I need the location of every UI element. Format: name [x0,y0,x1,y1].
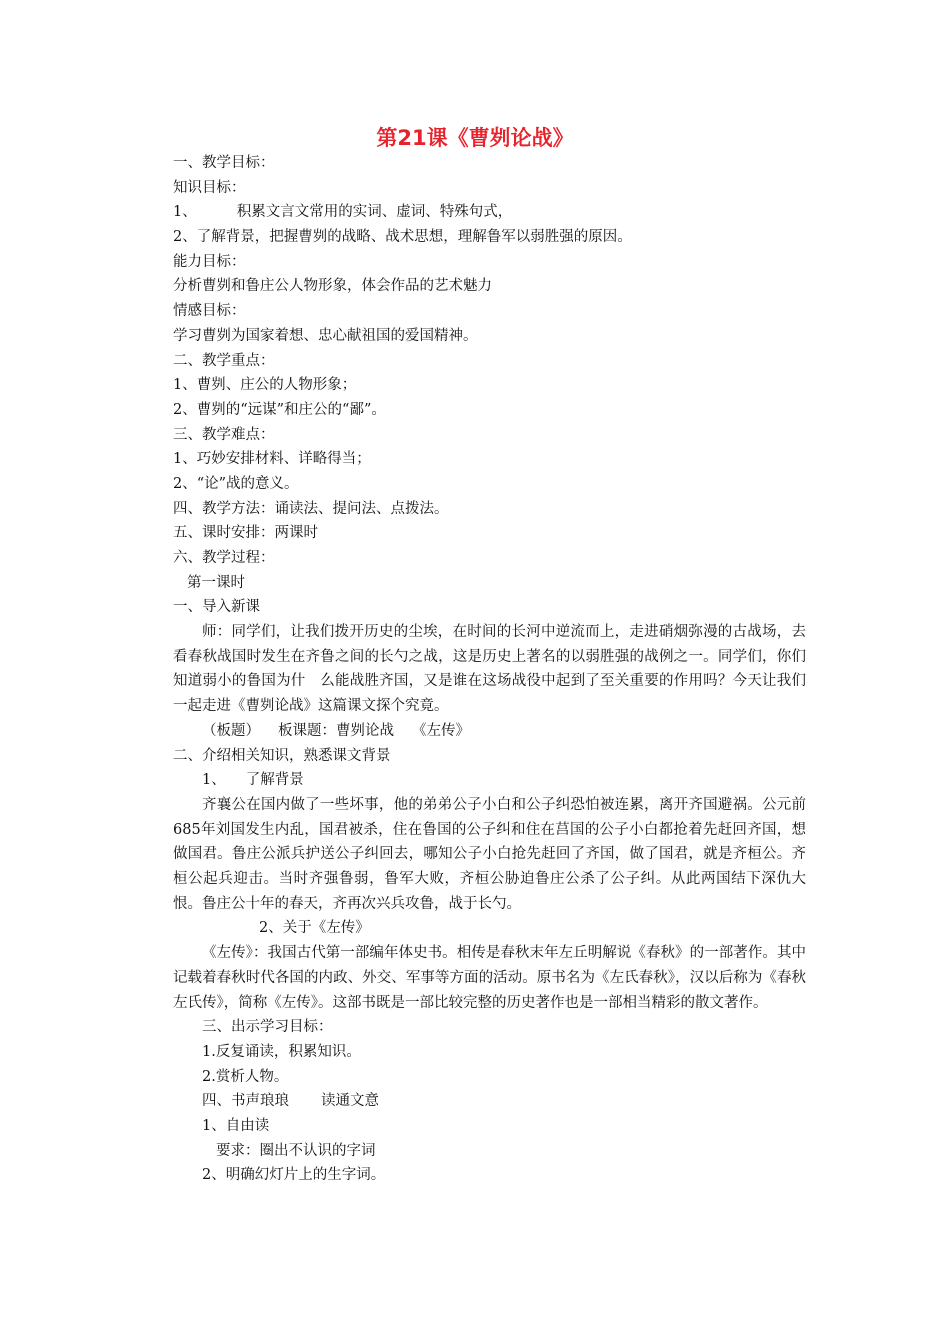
difficulty-1: 1、巧妙安排材料、详略得当； [173,451,371,468]
reading-heading-part-2: 读通文意 [321,1093,379,1110]
goal-2: 2.赏析人物。 [202,1068,289,1085]
zuozhuan-paragraph: 《左传》：我国古代第一部编年体史书。相传是春秋末年左丘明解说《春秋》的一部著作。其中记载着春秋时代各国的内政、外交、军事等方面的活动。原书名为《左氏春秋》，汉以后称为《春秋左氏传》，简称《左传》。这部书既是一部比较完整的历史著作也是一部相当精彩的散文著作。 [173,945,806,1011]
board-lesson-title: 板课题：曹刿论战 [278,722,394,739]
objectives-heading: 一、教学目标： [173,155,275,171]
intro-heading: 一、导入新课 [173,599,260,616]
background-item-1 [173,768,806,793]
key-point-2: 2、曹刿的“远谋”和庄公的“鄙”。 [173,401,386,418]
intro-paragraph: 师：同学们，让我们拨开历史的尘埃，在时间的长河中逆流而上，走进硝烟弥漫的古战场，去看春秋战国时发生在齐鲁之间的长勺之战，这是历史上著名的以弱胜强的战例之一。同学们，你们知道弱小的鲁国为什 么能战胜齐国，又是谁在这场战役中起到了至关重要的作用吗？今天让我们一起走进《曹刿论战》这篇课文探个究竟。 [173,624,806,715]
emotion-text: 学习曹刿为国家着想、忠心献祖国的爱国精神。 [173,327,478,344]
ability-text: 分析曹刿和鲁庄公人物形象，体会作品的艺术魅力 [173,278,492,295]
process-heading: 六、教学过程： [173,550,275,566]
goal-1: 1.反复诵读，积累知识。 [202,1043,361,1060]
key-points-heading: 二、教学重点： [173,352,275,369]
teaching-methods: 四、教学方法：诵读法、提问法、点拨法。 [173,500,449,517]
new-words: 2、明确幻灯片上的生字词。 [202,1167,386,1184]
background-paragraph: 齐襄公在国内做了一些坏事，他的弟弟公子小白和公子纠恐怕被连累，离开齐国避祸。公元前685年刘国发生内乱，国君被杀，住在鲁国的公子纠和住在莒国的公子小白都抢着先赶回齐国，想做国君。鲁庄公派兵护送公子纠回去，哪知公子小白抢先赶回了齐国，做了国君，就是齐桓公。齐桓公起兵迎击。当时齐强鲁弱，鲁军大败，齐桓公胁迫鲁庄公杀了公子纠。从此两国结下深仇大恨。鲁庄公十年的春天，齐再次兴兵攻鲁，战于长勺。 [173,796,806,912]
reading-heading [173,1089,806,1114]
background-item-1-text: 了解背景 [245,772,304,789]
emotion-heading: 情感目标： [173,303,246,320]
class-schedule: 五、课时安排：两课时 [173,525,318,542]
knowledge-heading: 知识目标： [173,179,246,196]
board-label: （板题） [202,722,260,739]
difficulty-heading: 三、教学难点： [173,426,275,443]
knowledge-item-1 [173,200,806,225]
background-item-1-number: 1、 [202,772,226,789]
board-title [173,719,806,744]
goals-heading: 三、出示学习目标： [202,1019,333,1036]
ability-heading: 能力目标： [173,253,246,270]
knowledge-item-1-number: 1、 [173,204,197,221]
background-heading: 二、介绍相关知识，熟悉课文背景 [173,747,391,764]
page-title: 第21课《曹刿论战》 [376,126,574,150]
document-body [173,151,806,1188]
key-point-1: 1、曹刿、庄公的人物形象； [173,377,357,394]
lesson-1-heading: 第一课时 [187,574,245,591]
board-source: 《左传》 [412,722,470,739]
free-reading: 1、自由读 [202,1118,270,1134]
zuozhuan-heading: 2、关于《左传》 [259,920,370,937]
knowledge-item-1-text: 积累文言文常用的实词、虚词、特殊句式， [236,204,513,221]
difficulty-2: 2、“论”战的意义。 [173,475,299,492]
reading-heading-part-1: 四、书声琅琅 [202,1093,289,1110]
knowledge-item-2: 2、了解背景，把握曹刿的战略、战术思想，理解鲁军以弱胜强的原因。 [173,229,632,246]
reading-requirement: 要求：圈出不认识的字词 [216,1142,376,1159]
